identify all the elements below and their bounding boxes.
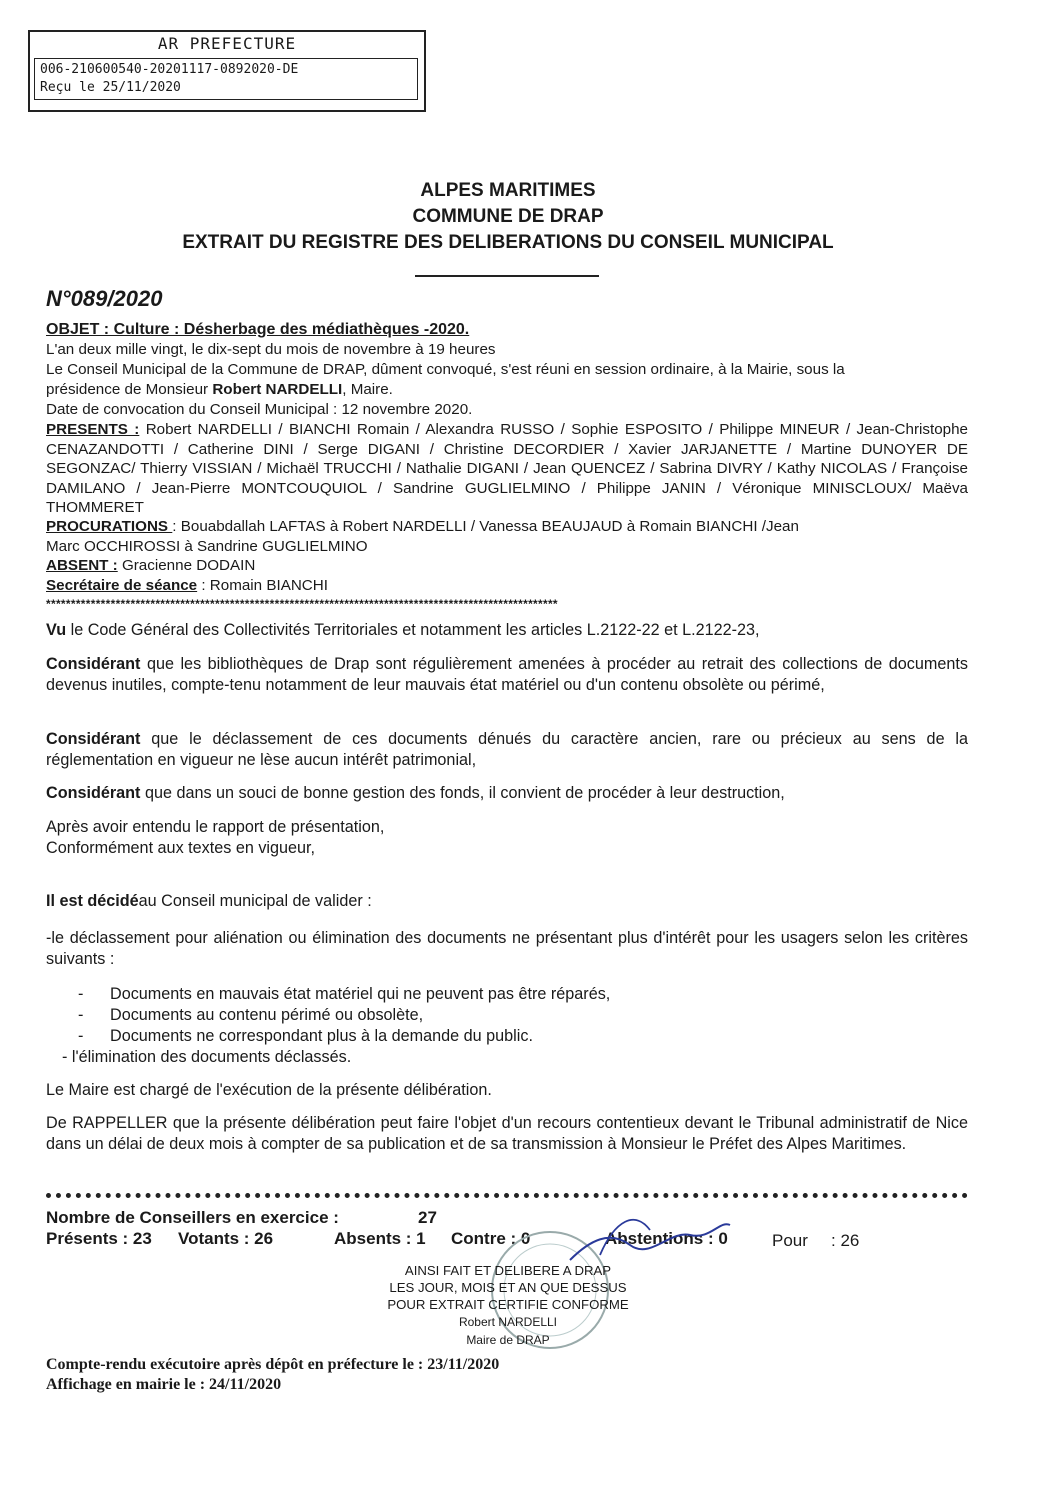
objet-heading: [46, 321, 469, 339]
vu-paragraph: [46, 620, 968, 641]
considerant-label-2: Considérant: [46, 730, 141, 748]
presents-list: Robert NARDELLI / BIANCHI Romain / Alexandra RUSSO / Sophie ESPOSITO / Philippe MINEUR / Jean-Christophe CENAZANDOTTI / Catherine DINI / Serge DIGANI / Christine DECORDIER / Xavier JARJANETTE / Martine DUNOYER DE SEGONZAC/ Thierry VISSIAN / Michaël TRUCCHI / Nathalie DIGANI / Jean QUENCEZ / Sabrina DIVRY / Kathy NICOLAS / Françoise DAMILANO / Jean-Pierre MONTCOUQUIOL / Sandrine GUGLIELMINO / Philippe JANIN / Véronique MINISCLOUX/ Maëva THOMMERET: [46, 421, 968, 516]
apres-line: Après avoir entendu le rapport de présentation,: [46, 818, 385, 836]
decision-text: au Conseil municipal de valider :: [138, 892, 372, 910]
vu-text: le Code Général des Collectivités Territoriales et notamment les articles L.2122-22 et L.2122-23,: [66, 621, 760, 639]
considerant-text-3: que dans un souci de bonne gestion des fonds, il convient de procéder à leur destruction,: [140, 784, 785, 802]
convocation-date: Date de convocation du Conseil Municipal : 12 novembre 2020.: [46, 401, 473, 418]
absent-line: [46, 557, 255, 574]
presents-label: PRESENTS :: [46, 421, 140, 438]
presents-block: [46, 420, 968, 518]
decision-label: Il est décidé: [46, 892, 139, 910]
considerant-label-3: Considérant: [46, 784, 141, 802]
considerant-text-1: que les bibliothèques de Drap sont régulièrement amenées à procéder au retrait des collections de documents devenus inutiles, compte-tenu notamment de leur mauvais état matériel ou d'un contenu obsolète ou périmé,: [46, 655, 968, 694]
mayor-name: Robert NARDELLI: [212, 381, 343, 398]
signature-line-1: AINSI FAIT ET DELIBERE A DRAP: [404, 1263, 612, 1278]
criteria-text: Documents ne correspondant plus à la demande du public.: [110, 1027, 533, 1045]
pour-count: : 26: [831, 1231, 860, 1250]
considerant-3: [46, 783, 968, 804]
conformement-line: Conformément aux textes en vigueur,: [46, 839, 316, 857]
secretaire-line: [46, 577, 328, 594]
header-divider: [415, 275, 599, 277]
objet-line-3-post: , Maire.: [342, 381, 393, 398]
contre-count: Contre : 0: [451, 1229, 531, 1248]
absents-count: Absents : 1: [334, 1229, 426, 1248]
criteria-item: - Documents au contenu périmé ou obsolète,: [78, 1006, 424, 1024]
criteria-text: Documents en mauvais état matériel qui ne peuvent pas être réparés,: [110, 985, 611, 1003]
signature-line-2: LES JOUR, MOIS ET AN QUE DESSUS: [389, 1280, 627, 1295]
conseillers-label: Nombre de Conseillers en exercice :: [46, 1208, 339, 1227]
considerant-2: [46, 729, 968, 771]
register-title: EXTRAIT DU REGISTRE DES DELIBERATIONS DU CONSEIL MUNICIPAL: [182, 232, 834, 253]
abstentions-count: Abstentions : 0: [605, 1229, 728, 1248]
pour-label: Pour: [772, 1231, 808, 1250]
declassement-paragraph: -le déclassement pour aliénation ou élimination des documents ne présentant plus d'intérêt pour les usagers selon les critères suivants :: [46, 929, 968, 968]
stamp-title: AR PREFECTURE: [157, 34, 297, 53]
absent-label: ABSENT :: [46, 557, 118, 574]
stamp-reference: 006-210600540-20201117-0892020-DE: [40, 62, 299, 77]
vu-label: Vu: [46, 621, 67, 639]
criteria-text: Documents au contenu périmé ou obsolète,: [110, 1006, 424, 1024]
objet-line-3-pre: présidence de Monsieur: [46, 381, 213, 398]
signature-name: Robert NARDELLI: [458, 1315, 558, 1329]
considerant-text-2: que le déclassement de ces documents dénués du caractère ancien, rare ou précieux au sens de la réglementation en vigueur ne lèse aucun intérêt patrimonial,: [46, 730, 968, 769]
department-title: ALPES MARITIMES: [420, 180, 596, 201]
affichage-line: Affichage en mairie le : 24/11/2020: [46, 1376, 282, 1393]
maire-line: Le Maire est chargé de l'exécution de la présente délibération.: [46, 1081, 492, 1099]
signature-title: Maire de DRAP: [466, 1333, 550, 1347]
decision-line: [46, 891, 968, 912]
considerant-1: [46, 654, 968, 696]
procurations-label: PROCURATIONS: [46, 518, 173, 535]
separator-stars: *******************************************************************************************************: [46, 597, 558, 611]
objet-line-1: L'an deux mille vingt, le dix-sept du mois de novembre à 19 heures: [46, 341, 496, 358]
considerant-label-1: Considérant: [46, 655, 141, 673]
absent-name: Gracienne DODAIN: [117, 557, 256, 574]
vote-separator: [46, 1193, 968, 1198]
presents-count: Présents : 23: [46, 1229, 152, 1248]
stamp-received: Reçu le 25/11/2020: [40, 80, 181, 95]
rappeler-paragraph: De RAPPELLER que la présente délibération peut faire l'objet d'un recours contentieux devant le Tribunal administratif de Nice dans un délai de deux mois à compter de sa publication et de sa transmission à Monsieur le Préfet des Alpes Maritimes.: [46, 1114, 968, 1153]
compte-rendu-line: Compte-rendu exécutoire après dépôt en préfecture le : 23/11/2020: [46, 1356, 500, 1373]
objet-line-2: Le Conseil Municipal de la Commune de DRAP, dûment convoqué, s'est réuni en session ordinaire, à la Mairie, sous la: [46, 361, 845, 378]
objet-label: OBJET : Culture : Désherbage des médiathèques -2020.: [46, 321, 470, 338]
objet-line-3: [46, 381, 393, 398]
commune-title: COMMUNE DE DRAP: [412, 206, 604, 227]
criteria-item: - Documents en mauvais état matériel qui ne peuvent pas être réparés,: [78, 985, 611, 1003]
conseillers-count: 27: [418, 1208, 437, 1227]
secretaire-label: Secrétaire de séance: [46, 577, 198, 594]
procurations-line-1: [46, 518, 799, 535]
procurations-line-2: Marc OCCHIROSSI à Sandrine GUGLIELMINO: [46, 538, 368, 555]
secretaire-name: : Romain BIANCHI: [197, 577, 328, 594]
elimination-line: - l'élimination des documents déclassés.: [62, 1048, 352, 1066]
criteria-item: - Documents ne correspondant plus à la demande du public.: [78, 1027, 533, 1045]
deliberation-number: N°089/2020: [46, 286, 163, 311]
signature-line-3: POUR EXTRAIT CERTIFIE CONFORME: [387, 1297, 629, 1312]
procurations-text-1: : Bouabdallah LAFTAS à Robert NARDELLI / Vanessa BEAUJAUD à Romain BIANCHI /Jean: [172, 518, 799, 535]
votants-count: Votants : 26: [178, 1229, 274, 1248]
